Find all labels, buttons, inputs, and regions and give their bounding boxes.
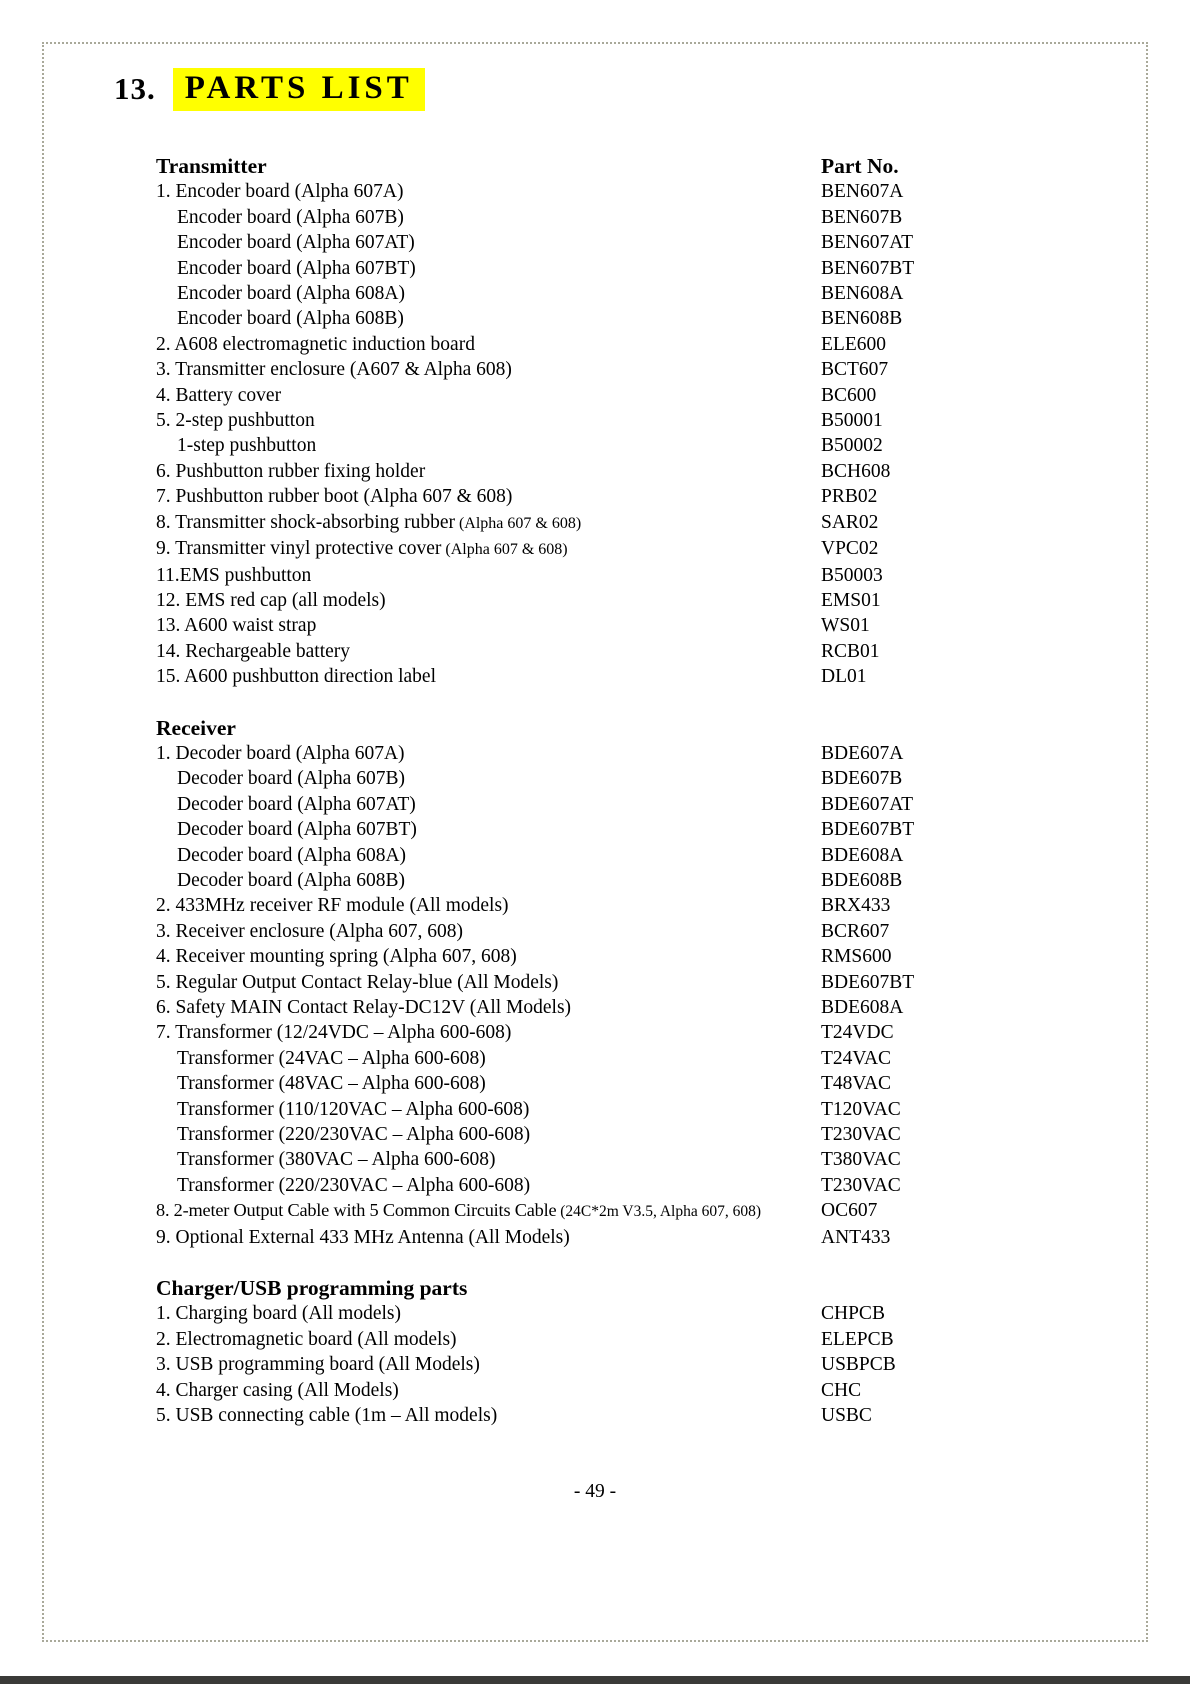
part-number: EMS01 <box>821 589 881 611</box>
parts-row <box>156 817 1106 842</box>
parts-row <box>156 1071 1106 1096</box>
part-description: 4. Receiver mounting spring (Alpha 607, 608) <box>156 946 517 968</box>
part-number: BDE607A <box>821 742 904 764</box>
part-number: T230VAC <box>821 1174 901 1196</box>
part-number: T24VAC <box>821 1047 892 1069</box>
part-number: BCR607 <box>821 920 890 942</box>
parts-row <box>156 1122 1106 1147</box>
part-description: 1-step pushbutton <box>177 435 317 457</box>
parts-row <box>156 408 1106 433</box>
part-description: 6. Safety MAIN Contact Relay-DC12V (All Models) <box>156 997 572 1018</box>
transmitter-rows <box>156 179 1106 689</box>
parts-row <box>156 306 1106 331</box>
parts-row <box>156 281 1106 306</box>
part-number: BDE607AT <box>821 793 914 815</box>
part-description: 11.EMS pushbutton <box>156 564 312 586</box>
part-description-note: (Alpha 607 & 608) <box>454 514 582 532</box>
part-number: CHPCB <box>821 1303 885 1325</box>
part-description: 3. Receiver enclosure (Alpha 607, 608) <box>156 920 464 942</box>
part-number: BCT607 <box>821 359 889 381</box>
part-number: BEN607AT <box>821 232 914 254</box>
parts-row <box>156 510 1106 536</box>
parts-row <box>156 563 1106 588</box>
parts-row <box>156 1198 1106 1224</box>
part-number: BEN608B <box>821 308 903 330</box>
parts-row <box>156 868 1106 893</box>
section-header-charger-usb <box>156 1276 1106 1301</box>
part-number: BDE608B <box>821 869 903 891</box>
section-title: Transmitter <box>156 154 267 178</box>
parts-row <box>156 1301 1106 1326</box>
parts-row <box>156 357 1106 382</box>
part-no-column-header: Part No. <box>821 154 899 178</box>
part-description: Transformer (220/230VAC – Alpha 600-608) <box>177 1124 531 1146</box>
part-number: B50002 <box>821 435 883 457</box>
part-number: USBPCB <box>821 1354 896 1376</box>
part-description: Transformer (24VAC – Alpha 600-608) <box>177 1047 486 1069</box>
part-description: 5. Regular Output Contact Relay-blue (All Models) <box>156 971 559 993</box>
part-number: BDE607B <box>821 768 903 790</box>
part-number: OC607 <box>821 1200 878 1222</box>
part-number: T230VAC <box>821 1124 901 1146</box>
charger-usb-rows <box>156 1301 1106 1428</box>
parts-row <box>156 995 1106 1020</box>
part-description: Transformer (110/120VAC – Alpha 600-608) <box>177 1098 530 1120</box>
part-description: 2. A608 electromagnetic induction board <box>156 333 475 355</box>
parts-row <box>156 205 1106 230</box>
part-number: BDE608A <box>821 844 904 866</box>
page-number: - 49 - <box>573 1480 617 1502</box>
heading-number: 13. <box>114 71 156 106</box>
part-description: 9. Optional External 433 MHz Antenna (All Models) <box>156 1226 570 1248</box>
part-description: 4. Battery cover <box>156 384 282 406</box>
part-description: Transformer (220/230VAC – Alpha 600-608) <box>177 1174 531 1196</box>
part-description: 5. 2-step pushbutton <box>156 410 315 432</box>
part-number: DL01 <box>821 666 867 688</box>
part-description: Decoder board (Alpha 607B) <box>177 768 405 790</box>
part-number: ANT433 <box>821 1226 891 1248</box>
parts-row <box>156 664 1106 689</box>
parts-row <box>156 383 1106 408</box>
part-description: Encoder board (Alpha 608A) <box>177 283 405 305</box>
part-description: 1. Charging board (All models) <box>156 1303 401 1325</box>
part-number: ELEPCB <box>821 1328 894 1350</box>
part-description: Transformer (48VAC – Alpha 600-608) <box>177 1073 486 1095</box>
part-number: BEN607B <box>821 206 903 228</box>
part-number: PRB02 <box>821 486 878 508</box>
section-header-receiver <box>156 716 1106 741</box>
section-transmitter <box>156 154 1106 690</box>
parts-row <box>156 230 1106 255</box>
parts-row <box>156 459 1106 484</box>
parts-row <box>156 970 1106 995</box>
parts-row <box>156 588 1106 613</box>
part-number: USBC <box>821 1405 872 1427</box>
part-description: 5. USB connecting cable (1m – All models) <box>156 1405 498 1427</box>
part-number: BDE607BT <box>821 819 915 841</box>
parts-row <box>156 792 1106 817</box>
part-number: B50001 <box>821 410 883 432</box>
part-description: Encoder board (Alpha 608B) <box>177 308 404 330</box>
part-description: 8. Transmitter shock-absorbing rubber <box>156 511 455 533</box>
parts-row <box>156 1403 1106 1428</box>
parts-row <box>156 1046 1106 1071</box>
part-description: 7. Transformer (12/24VDC – Alpha 600-608) <box>156 1022 512 1044</box>
section-header-transmitter <box>156 154 1106 179</box>
part-description: Transformer (380VAC – Alpha 600-608) <box>177 1149 496 1171</box>
part-description: Encoder board (Alpha 607AT) <box>177 232 415 254</box>
parts-row <box>156 613 1106 638</box>
parts-row <box>156 1378 1106 1403</box>
parts-row <box>156 433 1106 458</box>
parts-row <box>156 484 1106 509</box>
part-number: BRX433 <box>821 895 891 917</box>
part-number: T48VAC <box>821 1073 892 1095</box>
part-number: BEN608A <box>821 283 904 305</box>
parts-row <box>156 256 1106 281</box>
part-description: Encoder board (Alpha 607B) <box>177 206 404 228</box>
part-description: 3. Transmitter enclosure (A607 & Alpha 608) <box>156 359 512 381</box>
parts-row <box>156 332 1106 357</box>
part-description: Decoder board (Alpha 607BT) <box>177 819 417 841</box>
page-border <box>42 42 1148 1642</box>
part-number: T380VAC <box>821 1149 901 1171</box>
part-description: 12. EMS red cap (all models) <box>156 589 386 611</box>
section-title: Receiver <box>156 715 236 740</box>
part-description-note: (Alpha 607 & 608) <box>441 541 568 559</box>
parts-row <box>156 944 1106 969</box>
part-number: CHC <box>821 1379 862 1401</box>
part-description: 14. Rechargeable battery <box>156 640 351 662</box>
part-description: 15. A600 pushbutton direction label <box>156 666 437 688</box>
part-number: VPC02 <box>821 538 879 560</box>
part-number: T120VAC <box>821 1098 901 1120</box>
part-number: BEN607A <box>821 181 904 203</box>
part-number: WS01 <box>821 615 870 637</box>
part-description: Decoder board (Alpha 608A) <box>177 844 407 866</box>
part-number: RCB01 <box>821 640 880 662</box>
part-description: Decoder board (Alpha 608B) <box>177 869 405 891</box>
section-charger-usb <box>156 1276 1106 1428</box>
parts-row <box>156 766 1106 791</box>
part-number: T24VDC <box>821 1022 894 1044</box>
part-description: 1. Encoder board (Alpha 607A) <box>156 181 404 203</box>
parts-row <box>156 1020 1106 1045</box>
parts-row <box>156 1147 1106 1172</box>
parts-row <box>156 1352 1106 1377</box>
part-number: ELE600 <box>821 333 886 355</box>
part-description: 2. 433MHz receiver RF module (All models) <box>156 895 509 917</box>
part-number: BCH608 <box>821 460 891 482</box>
parts-row <box>156 1225 1106 1250</box>
parts-row <box>156 1097 1106 1122</box>
parts-row <box>156 179 1106 204</box>
part-description: Encoder board (Alpha 607BT) <box>177 257 416 279</box>
part-number: BEN607BT <box>821 257 915 279</box>
part-number: BDE607BT <box>821 971 915 993</box>
part-description: Decoder board (Alpha 607AT) <box>177 793 416 815</box>
part-number: B50003 <box>821 564 883 586</box>
page-bottom-edge <box>0 1676 1190 1684</box>
page-title <box>114 68 1146 110</box>
parts-row <box>156 843 1106 868</box>
part-number: SAR02 <box>821 511 879 533</box>
parts-row <box>156 1173 1106 1198</box>
part-number: BDE608A <box>821 997 904 1018</box>
receiver-rows <box>156 741 1106 1250</box>
part-description: 6. Pushbutton rubber fixing holder <box>156 460 426 482</box>
section-title: Charger/USB programming parts <box>156 1276 468 1301</box>
parts-row <box>156 1327 1106 1352</box>
parts-row <box>156 741 1106 766</box>
heading-highlight: PARTS LIST <box>173 68 425 111</box>
part-description: 4. Charger casing (All Models) <box>156 1379 399 1401</box>
parts-row <box>156 919 1106 944</box>
parts-row <box>156 536 1106 562</box>
part-description: 13. A600 waist strap <box>156 615 317 637</box>
parts-row <box>156 893 1106 918</box>
part-description: 8. 2-meter Output Cable with 5 Common Circuits Cable <box>156 1200 557 1221</box>
part-number: BC600 <box>821 384 877 406</box>
part-description: 2. Electromagnetic board (All models) <box>156 1328 457 1350</box>
part-description: 9. Transmitter vinyl protective cover <box>156 538 442 560</box>
parts-list <box>156 154 1106 1429</box>
part-description-note: (24C*2m V3.5, Alpha 607, 608) <box>556 1203 762 1221</box>
part-number: RMS600 <box>821 946 892 968</box>
part-description: 7. Pushbutton rubber boot (Alpha 607 & 608) <box>156 486 513 508</box>
parts-row <box>156 639 1106 664</box>
part-description: 3. USB programming board (All Models) <box>156 1354 480 1376</box>
part-description: 1. Decoder board (Alpha 607A) <box>156 742 405 764</box>
section-receiver <box>156 716 1106 1251</box>
